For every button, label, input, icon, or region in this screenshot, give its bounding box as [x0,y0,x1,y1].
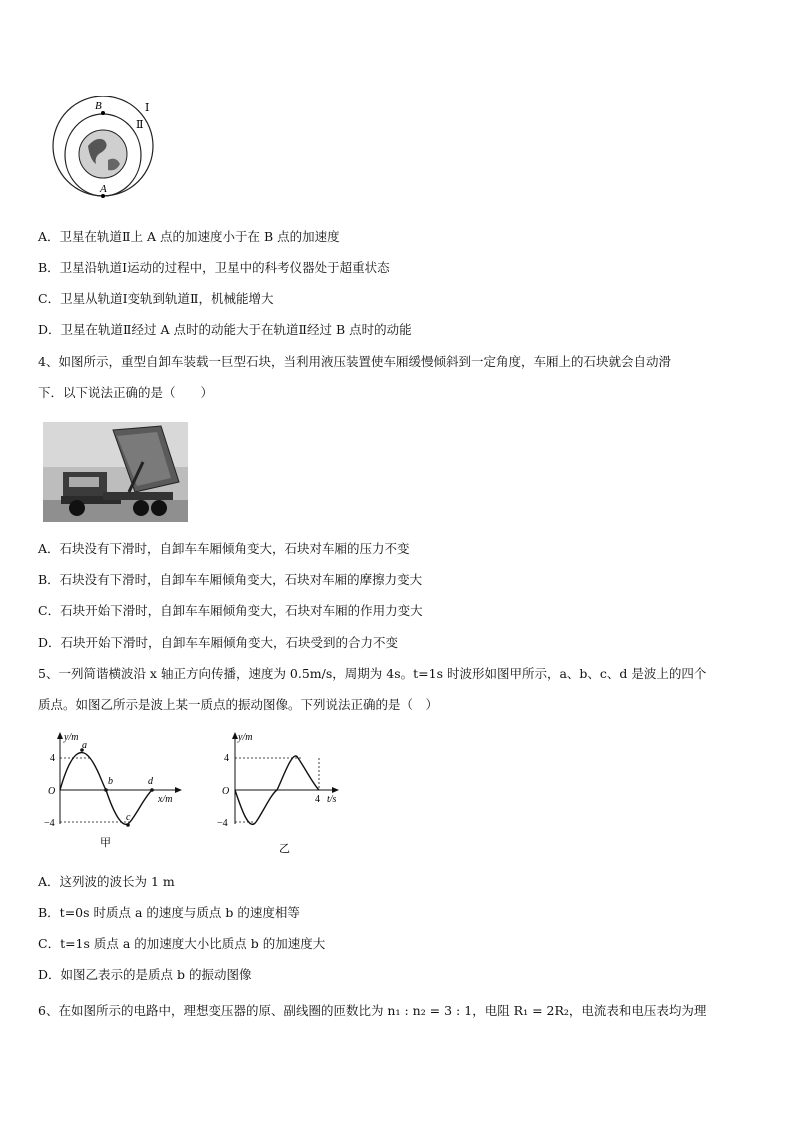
orbit-label-i: Ⅰ [145,102,150,114]
jia-caption: 甲 [100,837,111,849]
jia-xlabel: x/m [158,794,173,805]
jia-point-a: a [82,740,87,751]
jia-point-d: d [148,776,153,787]
q5-option-d: D．如图乙表示的是质点 b 的振动图像 [38,967,252,982]
earth-icon [79,130,127,178]
yi-tick-pos: 4 [224,753,229,764]
yi-xlabel: t/s [327,794,337,805]
q3-option-a: A．卫星在轨道Ⅱ上 A 点的加速度小于在 B 点的加速度 [38,229,340,244]
yi-origin: O [222,786,230,797]
q5-stem-line1: 5、一列简谐横波沿 x 轴正方向传播，速度为 0.5m/s，周期为 4s。t=1s 时波形如图甲所示，a、b、c、d 是波上的四个 [38,666,707,681]
q3-option-b: B．卫星沿轨道Ⅰ运动的过程中，卫星中的科考仪器处于超重状态 [38,260,390,275]
q4-option-c: C．石块开始下滑时，自卸车车厢倾角变大，石块对车厢的作用力变大 [38,603,423,618]
jia-point-c: c [126,812,131,823]
dump-truck-photo [43,422,188,522]
orbit-label-ii: Ⅱ [136,119,144,131]
q4-stem-line2: 下．以下说法正确的是（ ） [38,385,214,400]
q5-option-a: A．这列波的波长为 1 m [38,874,175,889]
yi-tick-t: 4 [315,794,320,805]
q5-stem-line2: 质点。如图乙所示是波上某一质点的振动图像。下列说法正确的是（ ） [38,697,439,712]
q3-option-c: C．卫星从轨道Ⅰ变轨到轨道Ⅱ，机械能增大 [38,291,274,306]
yi-ylabel: y/m [238,732,253,743]
q4-option-a: A．石块没有下滑时，自卸车车厢倾角变大，石块对车厢的压力不变 [38,541,410,556]
q6-stem-line1: 6、在如图所示的电路中，理想变压器的原、副线圈的匝数比为 n₁ : n₂ = 3 : 1，电阻 R₁ = 2R₂，电流表和电压表均为理 [38,1003,707,1018]
jia-tick-neg: −4 [44,818,55,829]
q5-option-b: B．t=0s 时质点 a 的速度与质点 b 的速度相等 [38,905,300,920]
orbit-label-b: B [95,100,102,112]
q4-option-b: B．石块没有下滑时，自卸车车厢倾角变大，石块对车厢的摩擦力变大 [38,572,423,587]
q4-option-d: D．石块开始下滑时，自卸车车厢倾角变大，石块受到的合力不变 [38,635,399,650]
jia-point-b: b [108,776,113,787]
yi-tick-neg: −4 [217,818,228,829]
jia-tick-pos: 4 [50,753,55,764]
q4-stem-line1: 4、如图所示，重型自卸车装载一巨型石块，当利用液压装置使车厢缓慢倾斜到一定角度，车厢上的石块就会自动滑 [38,354,671,369]
vibration-graph-yi [205,728,355,858]
q5-option-c: C．t=1s 质点 a 的加速度大小比质点 b 的加速度大 [38,936,326,951]
yi-caption: 乙 [279,843,290,855]
orbit-label-a: A [100,183,107,195]
q3-option-d: D．卫星在轨道Ⅱ经过 A 点时的动能大于在轨道Ⅱ经过 B 点时的动能 [38,322,412,337]
wave-graph-jia [42,728,192,858]
jia-ylabel: y/m [64,732,79,743]
jia-origin: O [48,786,56,797]
orbit-figure [48,96,168,201]
